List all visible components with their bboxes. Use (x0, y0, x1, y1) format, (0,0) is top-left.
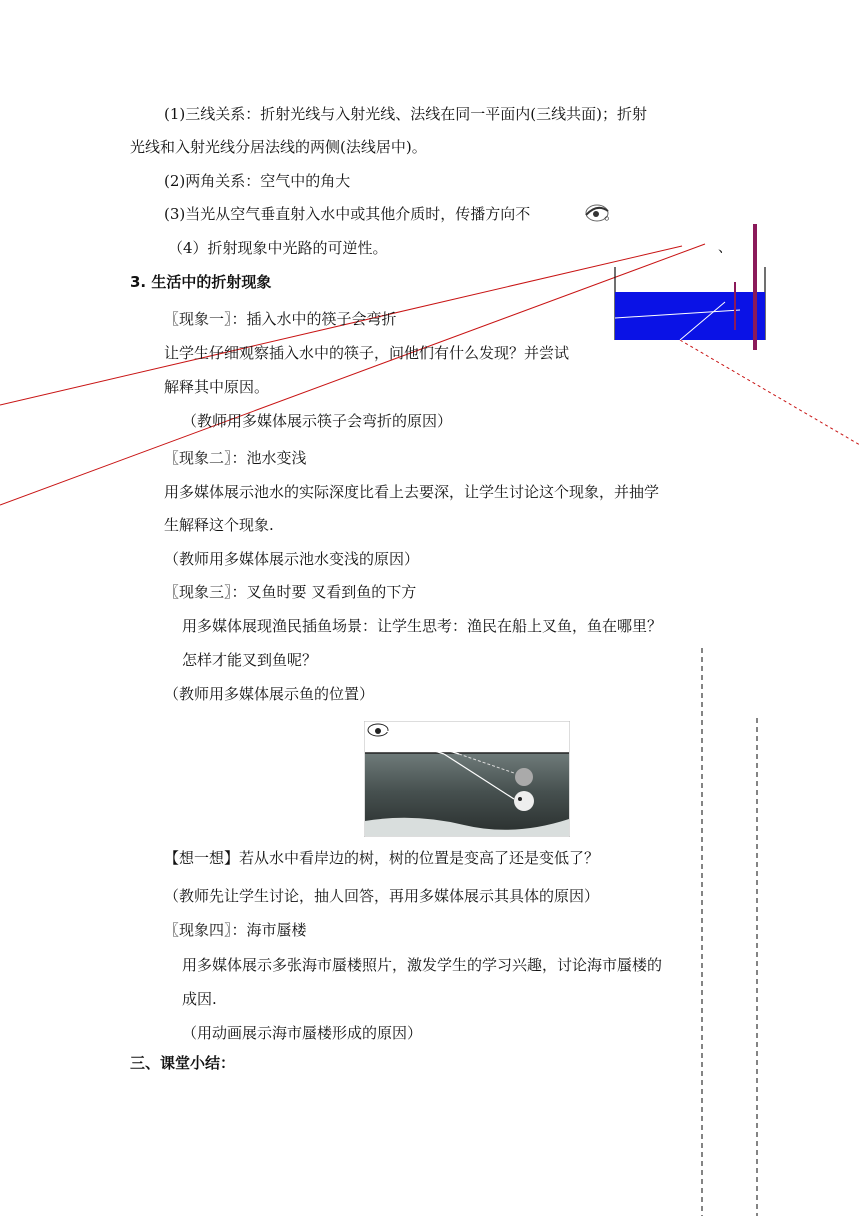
phenomenon-3-text-b: 怎样才能叉到鱼呢？ (182, 651, 318, 669)
phenomenon-4-text-b: 成因. (182, 990, 217, 1008)
phenomenon-1-title: 〖现象一〗：插入水中的筷子会弯折 (164, 310, 397, 328)
phenomenon-1-text-a: 让学生仔细观察插入水中的筷子，问他们有什么发现？并尝试 (164, 344, 570, 362)
text-line-2: 光线和入射光线分居法线的两侧(法线居中)。 (130, 138, 427, 156)
text-line-5: （4）折射现象中光路的可逆性。 (168, 239, 388, 257)
section-heading-summary: 三、课堂小结： (130, 1054, 236, 1072)
red-ray-2 (0, 244, 705, 505)
phenomenon-4-title: 〖现象四〗：海市蜃楼 (164, 921, 307, 939)
fish-position-image (364, 721, 570, 837)
text-line-4-end: 。 (604, 205, 620, 223)
water-tank-diagram (610, 222, 775, 352)
phenomenon-2-note: （教师用多媒体展示池水变浅的原因） (164, 550, 420, 568)
phenomenon-2-title: 〖现象二〗：池水变浅 (164, 449, 307, 467)
phenomenon-2-text-a: 用多媒体展示池水的实际深度比看上去要深，让学生讨论这个现象，并抽学 (164, 483, 660, 501)
phenomenon-4-text-a: 用多媒体展示多张海市蜃楼照片，激发学生的学习兴趣，讨论海市蜃楼的 (182, 956, 663, 974)
phenomenon-3-text-a: 用多媒体展现渔民插鱼场景：让学生思考：渔民在船上叉鱼，鱼在哪里？ (182, 617, 663, 635)
phenomenon-1-text-b: 解释其中原因。 (164, 378, 270, 396)
think-note: （教师先让学生讨论，抽人回答，再用多媒体展示其具体的原因） (164, 887, 600, 905)
section-heading-3: 3. 生活中的折射现象 (130, 273, 272, 291)
text-line-4: (3)当光从空气垂直射入水中或其他介质时，传播方向不 (164, 205, 531, 223)
phenomenon-3-note: （教师用多媒体展示鱼的位置） (164, 685, 375, 703)
phenomenon-1-note: （教师用多媒体展示筷子会弯折的原因） (182, 412, 453, 430)
red-dashed-ray (680, 340, 860, 445)
text-line-1: (1)三线关系：折射光线与入射光线、法线在同一平面内(三线共面)；折射 (164, 105, 647, 123)
svg-text:、: 、 (718, 240, 732, 256)
phenomenon-3-title: 〖现象三〗：叉鱼时要 叉看到鱼的下方 (164, 583, 417, 601)
water-body (615, 292, 765, 340)
eye-icon-observer (368, 724, 388, 736)
think-question: 【想一想】若从水中看岸边的树，树的位置是变高了还是变低了？ (164, 849, 600, 867)
phenomenon-2-text-b: 生解释这个现象. (164, 516, 274, 534)
text-line-3: (2)两角关系：空气中的角大 (164, 172, 351, 190)
phenomenon-4-note: （用动画展示海市蜃楼形成的原因） (182, 1024, 423, 1042)
